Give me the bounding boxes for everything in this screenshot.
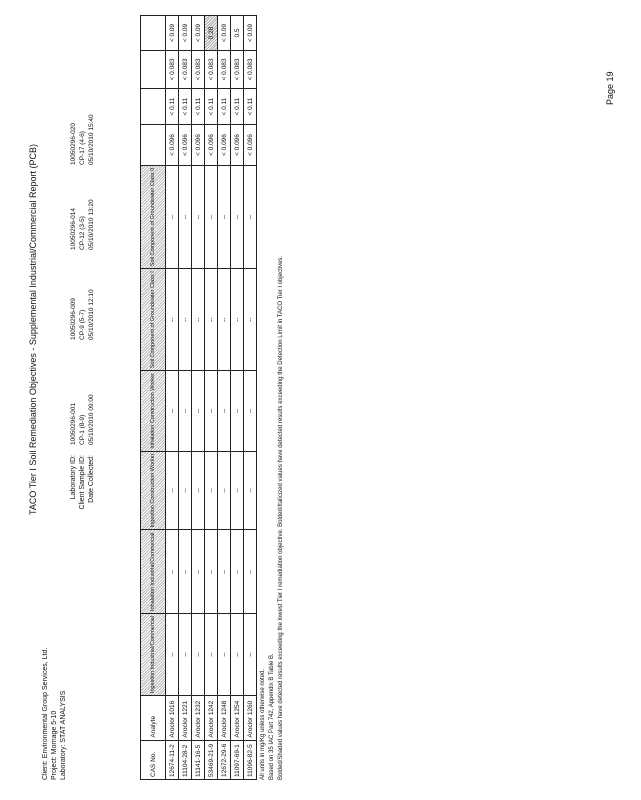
objective-cell: -- <box>166 371 179 451</box>
footnote-basis: Based on 35 IAC Part 742, Appendix B Table B. <box>269 653 275 780</box>
objective-header-5: Soil Component of Groundwater Class I <box>141 269 166 371</box>
result-value-cell: < 0.083 <box>192 51 205 89</box>
objective-cell: -- <box>192 269 205 371</box>
objective-cell: -- <box>179 371 192 451</box>
table-row <box>192 16 205 780</box>
objective-cell: -- <box>231 451 244 530</box>
sample-2-date: 05/10/2010 12:10 <box>88 289 95 340</box>
objective-cell: -- <box>244 451 257 530</box>
objective-cell: -- <box>205 269 218 371</box>
sample-3-client-id: CP-12 (3-5) <box>79 216 86 250</box>
objective-header-1: Ingestion Industrial/Commercial <box>141 614 166 696</box>
table-row <box>244 16 257 780</box>
result-value-cell: < 0.09 <box>179 16 192 51</box>
analyte-header: Analyte <box>141 696 166 741</box>
client-sample-id-label: Client Sample ID: <box>79 455 86 510</box>
result-value-cell: < 0.096 <box>166 125 179 166</box>
report-title: TACO Tier I Soil Remediation Objectives - Supplemental Industrial/Commercial Report (PCB) <box>28 144 38 515</box>
analyte-cell: Aroclor 1016 <box>166 696 179 741</box>
footnote-units: All units in mg/Kg unless otherwise noted. <box>260 668 266 780</box>
objective-cell: -- <box>231 269 244 371</box>
sample-1-client-id: CP-1 (8-9) <box>79 414 86 445</box>
sample-3-date: 05/10/2010 13:20 <box>88 199 95 250</box>
table-row <box>166 16 179 780</box>
objective-header-6: Soil Component of Groundwater Class II <box>141 165 166 268</box>
date-collected-label: Date Collected: <box>88 455 95 503</box>
result-value-cell: < 0.09 <box>244 16 257 51</box>
project-line <box>51 711 58 780</box>
results-table <box>140 15 257 780</box>
objective-cell: -- <box>231 614 244 696</box>
result-value-cell: < 0.096 <box>192 125 205 166</box>
cas-number-cell: 11104-28-2 <box>179 740 192 779</box>
objective-cell: -- <box>179 530 192 614</box>
objective-cell: -- <box>244 614 257 696</box>
objective-cell: -- <box>205 614 218 696</box>
result-value-cell: < 0.083 <box>231 51 244 89</box>
objective-cell: -- <box>218 371 231 451</box>
objective-header-2: Inhalation Industrial/Commercial <box>141 530 166 614</box>
result-value-cell: < 0.11 <box>166 88 179 124</box>
objective-cell: -- <box>231 530 244 614</box>
result-value-cell: < 0.11 <box>231 88 244 124</box>
report-document <box>20 15 620 785</box>
sample-3-header <box>141 51 166 89</box>
sample-2-lab-id: 10050296-009 <box>70 298 77 340</box>
table-header-row <box>141 16 166 780</box>
objective-cell: -- <box>166 165 179 268</box>
objective-cell: -- <box>244 165 257 268</box>
laboratory-line <box>60 691 67 780</box>
result-value-cell: < 0.11 <box>205 88 218 124</box>
sample-3-lab-id: 10050296-014 <box>70 208 77 250</box>
objective-header-4: Inhalation Construction Worker <box>141 371 166 451</box>
objective-cell: -- <box>205 451 218 530</box>
objective-cell: -- <box>244 269 257 371</box>
result-value-cell: < 0.096 <box>244 125 257 166</box>
result-value-cell: < 0.09 <box>218 16 231 51</box>
cas-number-cell: 11097-69-1 <box>231 740 244 779</box>
sample-4-lab-id: 10050296-020 <box>70 123 77 165</box>
project-label: Project: <box>51 756 58 780</box>
cas-number-cell: 11141-16-5 <box>192 740 205 779</box>
objective-cell: -- <box>244 530 257 614</box>
objective-cell: -- <box>192 371 205 451</box>
result-value-cell: < 0.083 <box>166 51 179 89</box>
result-value-cell: < 0.083 <box>244 51 257 89</box>
client-value: Environmental Group Services, Ltd. <box>42 647 49 759</box>
result-value-cell: < 0.096 <box>205 125 218 166</box>
objective-cell: -- <box>179 165 192 268</box>
table-row <box>231 16 244 780</box>
objective-cell: -- <box>218 530 231 614</box>
analyte-cell: Aroclor 1248 <box>218 696 231 741</box>
objective-cell: -- <box>231 165 244 268</box>
objective-cell: -- <box>179 269 192 371</box>
objective-cell: -- <box>218 614 231 696</box>
result-value-cell: 0.28 <box>205 16 218 51</box>
objective-cell: -- <box>205 165 218 268</box>
project-value: Mornage 5-10 <box>51 710 58 755</box>
objective-cell: -- <box>244 371 257 451</box>
objective-cell: -- <box>205 371 218 451</box>
client-label: Client: <box>42 760 49 780</box>
table-row <box>205 16 218 780</box>
sample-1-lab-id: 10050296-001 <box>70 403 77 445</box>
objective-cell: -- <box>205 530 218 614</box>
result-value-cell: < 0.083 <box>179 51 192 89</box>
objective-cell: -- <box>179 451 192 530</box>
objective-cell: -- <box>231 371 244 451</box>
objective-cell: -- <box>166 269 179 371</box>
lab-id-label: Laboratory ID: <box>70 455 77 500</box>
objective-cell: -- <box>166 530 179 614</box>
analyte-cell: Aroclor 1254 <box>231 696 244 741</box>
footnote-shading: Bolded/Shaded values have detected results exceeding the lowest Tier I remediation objective. Bolded/Italicized values have detected results exceeding the Detection Limit in TACO Tier I objectives. <box>278 255 284 780</box>
result-value-cell: < 0.096 <box>231 125 244 166</box>
client-line <box>42 648 49 780</box>
cas-number-cell: 53469-21-9 <box>205 740 218 779</box>
analyte-cell: Aroclor 1221 <box>179 696 192 741</box>
analyte-cell: Aroclor 1260 <box>244 696 257 741</box>
result-value-cell: < 0.11 <box>179 88 192 124</box>
objective-cell: -- <box>192 530 205 614</box>
result-value-cell: < 0.083 <box>205 51 218 89</box>
result-value-cell: < 0.11 <box>244 88 257 124</box>
sample-4-date: 05/10/2010 15:40 <box>88 114 95 165</box>
analyte-cell: Aroclor 1232 <box>192 696 205 741</box>
page-number: Page 19 <box>605 71 615 105</box>
objective-cell: -- <box>218 269 231 371</box>
sample-1-header <box>141 125 166 166</box>
result-value-cell: < 0.11 <box>218 88 231 124</box>
cas-number-cell: 12674-11-2 <box>166 740 179 779</box>
objective-cell: -- <box>218 451 231 530</box>
objective-header-3: Ingestion Construction Worker <box>141 451 166 530</box>
objective-cell: -- <box>218 165 231 268</box>
sample-2-header <box>141 88 166 124</box>
result-value-cell: < 0.083 <box>218 51 231 89</box>
result-value-cell: < 0.09 <box>192 16 205 51</box>
result-value-cell: < 0.096 <box>179 125 192 166</box>
objective-cell: -- <box>192 451 205 530</box>
result-value-cell: 0.5 <box>231 16 244 51</box>
cas-number-cell: 12672-29-6 <box>218 740 231 779</box>
results-body <box>166 16 257 780</box>
objective-cell: -- <box>166 614 179 696</box>
laboratory-value: STAT ANALYSIS <box>60 690 67 743</box>
cas-header: CAS No. <box>141 740 166 779</box>
result-value-cell: < 0.096 <box>218 125 231 166</box>
result-value-cell: < 0.09 <box>166 16 179 51</box>
objective-cell: -- <box>192 614 205 696</box>
sample-2-client-id: CP-9 (5-7) <box>79 309 86 340</box>
table-row <box>179 16 192 780</box>
cas-number-cell: 11096-82-5 <box>244 740 257 779</box>
laboratory-label: Laboratory: <box>60 744 67 780</box>
sample-4-client-id: CP-17 (4-6) <box>79 131 86 165</box>
result-value-cell: < 0.11 <box>192 88 205 124</box>
analyte-cell: Aroclor 1242 <box>205 696 218 741</box>
objective-cell: -- <box>192 165 205 268</box>
sample-1-date: 05/10/2010 09:00 <box>88 394 95 445</box>
objective-cell: -- <box>166 451 179 530</box>
objective-cell: -- <box>179 614 192 696</box>
table-row <box>218 16 231 780</box>
sample-4-header <box>141 16 166 51</box>
